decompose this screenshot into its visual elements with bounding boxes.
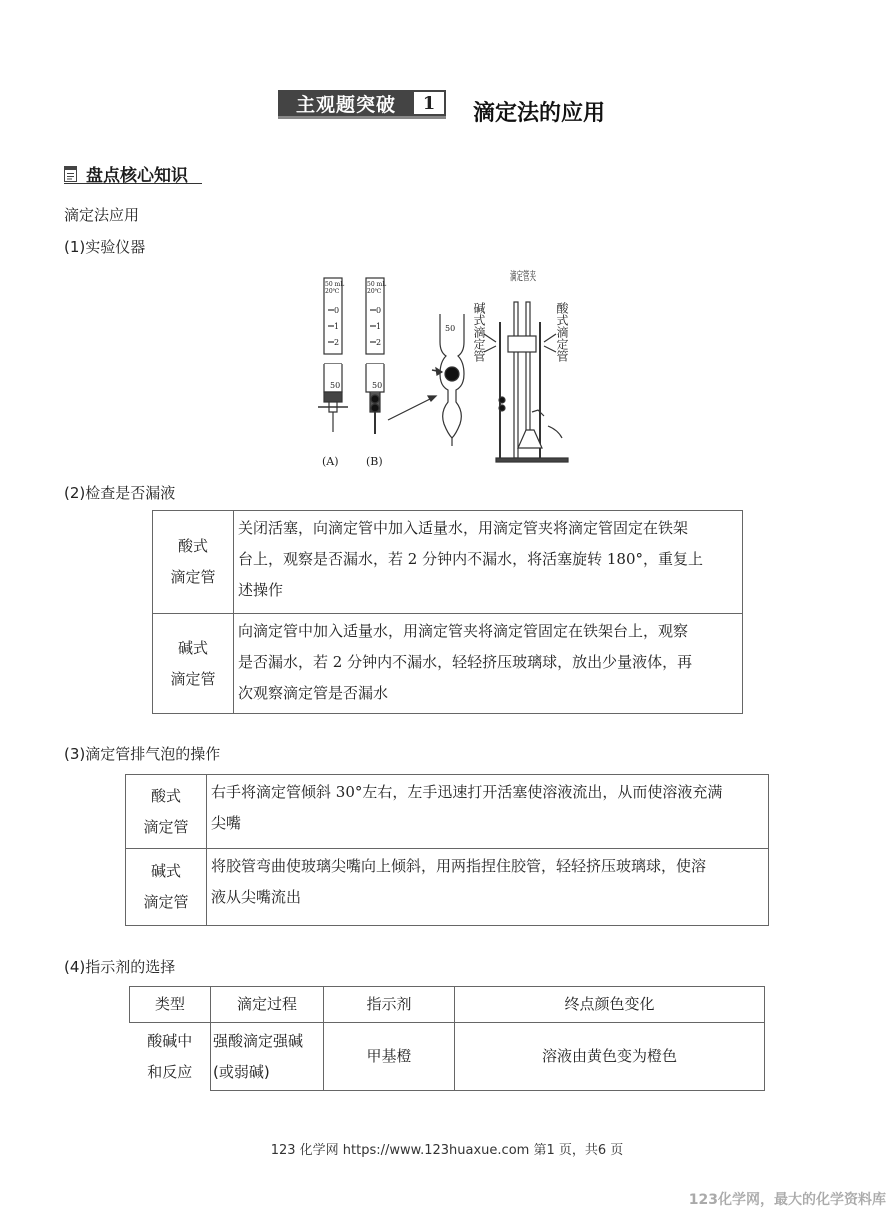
header-type: 类型 xyxy=(130,987,211,1023)
tube-b-mark-50: 50 xyxy=(372,381,383,390)
tube-a-mark-0: 0 xyxy=(334,306,340,315)
part4-title: (4)指示剂的选择 xyxy=(64,958,176,976)
burette-a xyxy=(318,278,348,432)
row-content: 将胶管弯曲使玻璃尖嘴向上倾斜，用两指捏住胶管，轻轻挤压玻璃球，使溶 液从尖嘴流出 xyxy=(207,849,769,926)
tube-a-mark-50: 50 xyxy=(330,381,341,390)
tube-a-mark-2: 2 xyxy=(334,338,340,347)
cell-indicator: 甲基橙 xyxy=(324,1023,455,1091)
header-color-change: 终点颜色变化 xyxy=(455,987,765,1023)
document-icon xyxy=(64,166,77,182)
cell-process: 强酸滴定强碱 (或弱碱) xyxy=(211,1023,324,1091)
topic-badge-number: 1 xyxy=(414,92,444,114)
intro-text: 滴定法应用 xyxy=(64,206,140,224)
enlarged-mark-50: 50 xyxy=(445,324,456,333)
table-row xyxy=(153,511,743,614)
part3-title: (3)滴定管排气泡的操作 xyxy=(64,745,221,763)
table-row xyxy=(126,849,769,926)
topic-badge-label: 主观题突破 xyxy=(295,93,396,116)
burette-b xyxy=(366,278,387,434)
tube-b-temp: 20℃ xyxy=(367,288,382,295)
watermark: 123化学网，最大的化学资料库 xyxy=(688,1192,886,1208)
row-content: 右手将滴定管倾斜 30°左右，左手迅速打开活塞使溶液流出，从而使溶液充满 尖嘴 xyxy=(207,775,769,849)
tube-a-spec: 50 mL xyxy=(325,281,345,288)
topic-badge xyxy=(278,90,446,116)
burette-figure xyxy=(300,262,590,472)
tube-a-mark-1: 1 xyxy=(334,322,340,331)
tube-b-spec: 50 mL xyxy=(367,281,387,288)
clamp-label: 滴定管夹 xyxy=(510,269,559,283)
cell-type: 酸碱中 和反应 xyxy=(130,1023,211,1091)
row-label: 酸式 滴定管 xyxy=(153,511,234,614)
part2-title: (2)检查是否漏液 xyxy=(64,484,176,502)
tube-b-mark-2: 2 xyxy=(376,338,382,347)
page-title: 滴定法的应用 xyxy=(473,101,606,126)
header-process: 滴定过程 xyxy=(211,987,324,1023)
indicator-table xyxy=(129,986,765,1091)
row-content: 向滴定管中加入适量水，用滴定管夹将滴定管固定在铁架台上，观察 是否漏水，若 2 分钟内不漏水，轻轻挤压玻璃球，放出少量液体，再 次观察滴定管是否漏水 xyxy=(234,614,743,714)
row-label: 碱式 滴定管 xyxy=(153,614,234,714)
tube-b-caption: (B) xyxy=(366,455,383,468)
acid-burette-label: 酸式滴定管 xyxy=(555,302,569,362)
bubble-removal-table xyxy=(125,774,769,926)
part1-title: (1)实验仪器 xyxy=(64,238,146,256)
tube-a-caption: (A) xyxy=(322,455,339,468)
row-content: 关闭活塞，向滴定管中加入适量水，用滴定管夹将滴定管固定在铁架 台上，观察是否漏水，若 2 分钟内不漏水，将活塞旋转 180°，重复上 述操作 xyxy=(234,511,743,614)
row-label: 碱式 滴定管 xyxy=(126,849,207,926)
row-label: 酸式 滴定管 xyxy=(126,775,207,849)
tube-b-mark-0: 0 xyxy=(376,306,382,315)
page-footer: 123 化学网 https://www.123huaxue.com 第1 页，共6 页 xyxy=(270,1143,624,1158)
cell-color-change: 溶液由黄色变为橙色 xyxy=(455,1023,765,1091)
leak-check-table xyxy=(152,510,743,714)
tube-b-mark-1: 1 xyxy=(376,322,382,331)
enlarged-valve xyxy=(432,314,464,446)
base-burette-label: 碱式滴定管 xyxy=(472,302,486,362)
header-indicator: 指示剂 xyxy=(324,987,455,1023)
tube-a-temp: 20℃ xyxy=(325,288,340,295)
section-underline xyxy=(64,183,202,184)
table-row xyxy=(126,775,769,849)
table-row xyxy=(153,614,743,714)
table-row xyxy=(130,1023,765,1091)
table-header-row xyxy=(130,987,765,1023)
section-title: 盘点核心知识 xyxy=(86,166,188,186)
